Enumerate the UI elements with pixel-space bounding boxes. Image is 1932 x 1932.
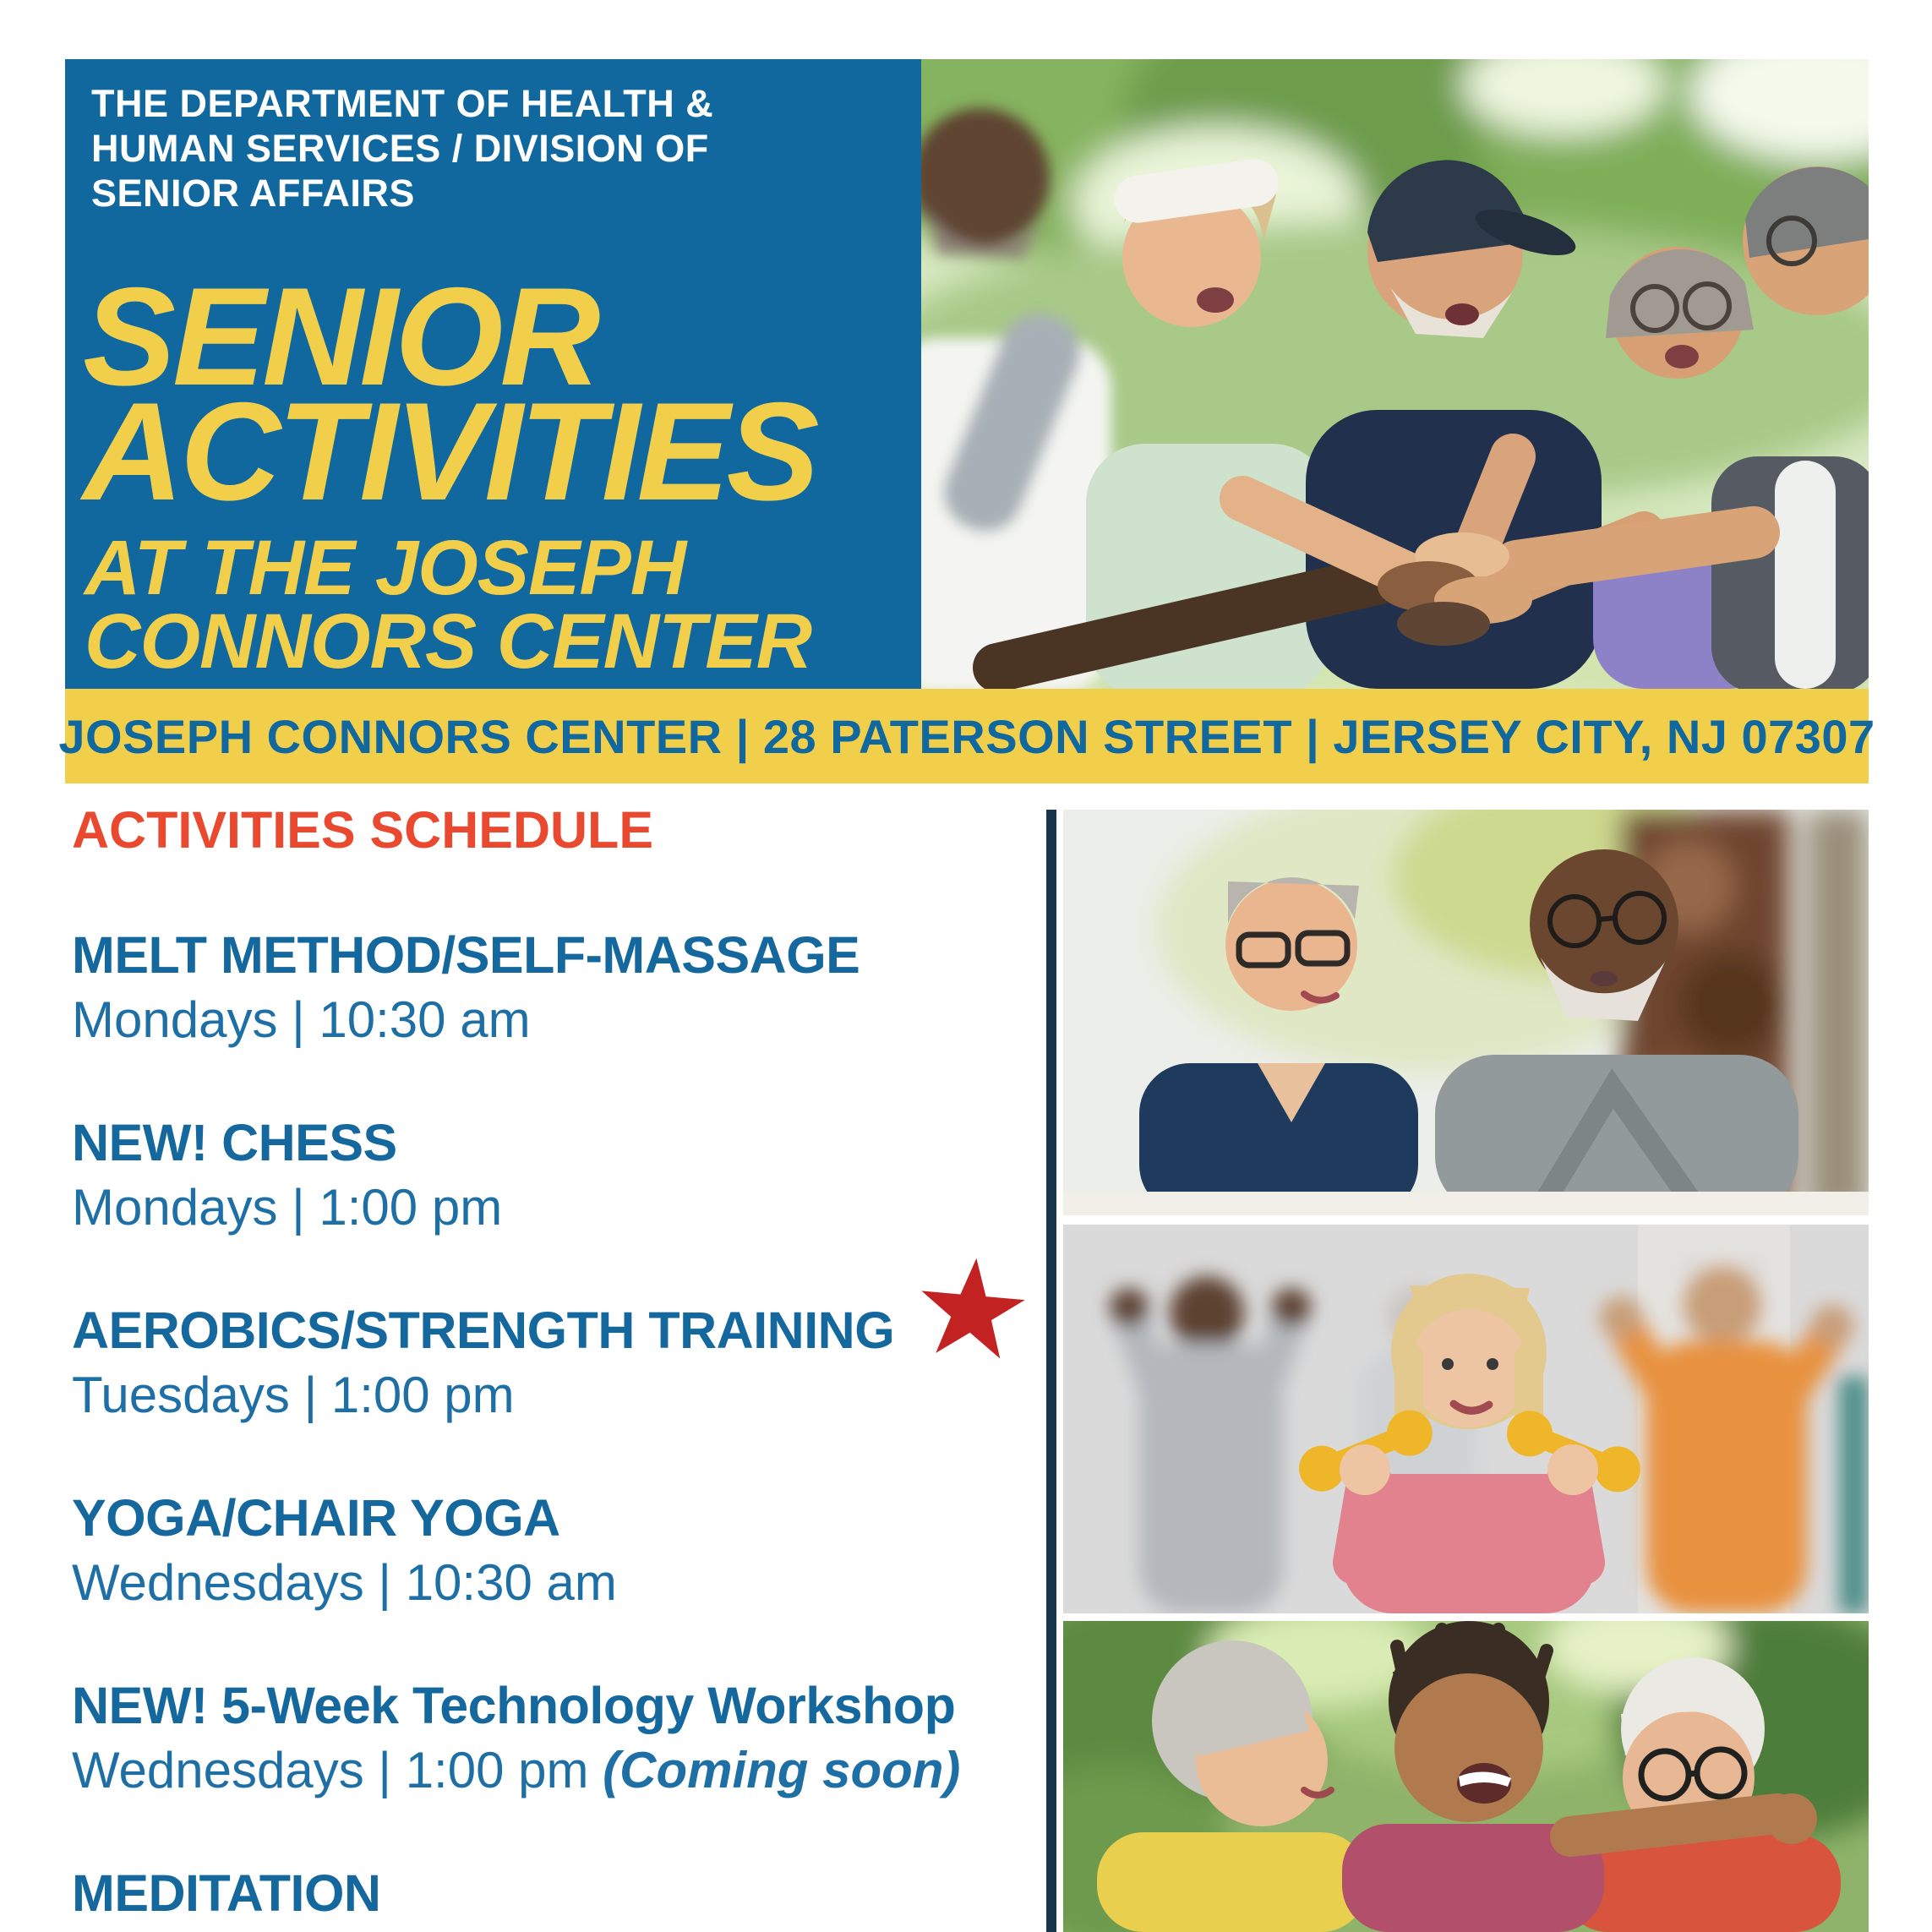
schedule-item — [72, 1677, 1044, 1798]
schedule-item-time: Mondays | 10:30 am — [72, 991, 531, 1048]
schedule-item — [72, 1302, 1044, 1423]
star-icon — [914, 1253, 1030, 1367]
schedule-item — [72, 1864, 1044, 1922]
address-banner-text: JOSEPH CONNORS CENTER | 28 PATERSON STREET | JERSEY CITY, NJ 07307 — [58, 709, 1875, 763]
vertical-divider-line — [1046, 810, 1056, 1932]
blurred-man-left — [1110, 1276, 1311, 1613]
department-text — [91, 81, 894, 216]
activities-schedule-heading: ACTIVITIES SCHEDULE — [72, 801, 654, 859]
page-title-line-2: ACTIVITIES — [83, 374, 816, 529]
schedule-item-time: Wednesdays | 10:30 am — [72, 1554, 617, 1611]
couple-reading-photo — [1063, 810, 1869, 1215]
schedule-item-name: MELT METHOD/SELF-MASSAGE — [72, 926, 860, 984]
schedule-item-name: NEW! 5-Week Technology Workshop — [72, 1677, 956, 1734]
department-line-2: HUMAN SERVICES / DIVISION OF — [91, 127, 709, 170]
schedule-item — [72, 1114, 1044, 1236]
page-subtitle-line-1: AT THE JOSEPH — [85, 525, 686, 611]
department-line-1: THE DEPARTMENT OF HEALTH & — [91, 82, 714, 125]
page-subtitle-line-2: CONNORS CENTER — [85, 598, 812, 685]
schedule-item-name: AEROBICS/STRENGTH TRAINING — [72, 1302, 895, 1359]
schedule-item-name: MEDITATION — [72, 1864, 381, 1922]
address-banner — [58, 689, 1875, 783]
schedule-item — [72, 1489, 1044, 1611]
schedule-item-time: Wednesdays | 1:00 pm (Coming soon) — [72, 1742, 961, 1798]
department-line-3: SENIOR AFFAIRS — [91, 172, 415, 215]
dumbbell-class-photo — [1063, 1225, 1869, 1613]
friends-hugging-photo — [1063, 1621, 1869, 1932]
group-hands-photo — [921, 59, 1869, 689]
schedule-item-name: NEW! CHESS — [72, 1114, 397, 1171]
page-title-line-1: SENIOR — [83, 259, 598, 414]
schedule-item-time: Mondays | 1:00 pm — [72, 1179, 503, 1236]
schedule-item-time: Tuesdays | 1:00 pm — [72, 1367, 515, 1423]
schedule-item-name: YOGA/CHAIR YOGA — [72, 1489, 560, 1547]
schedule-item — [72, 926, 1044, 1048]
